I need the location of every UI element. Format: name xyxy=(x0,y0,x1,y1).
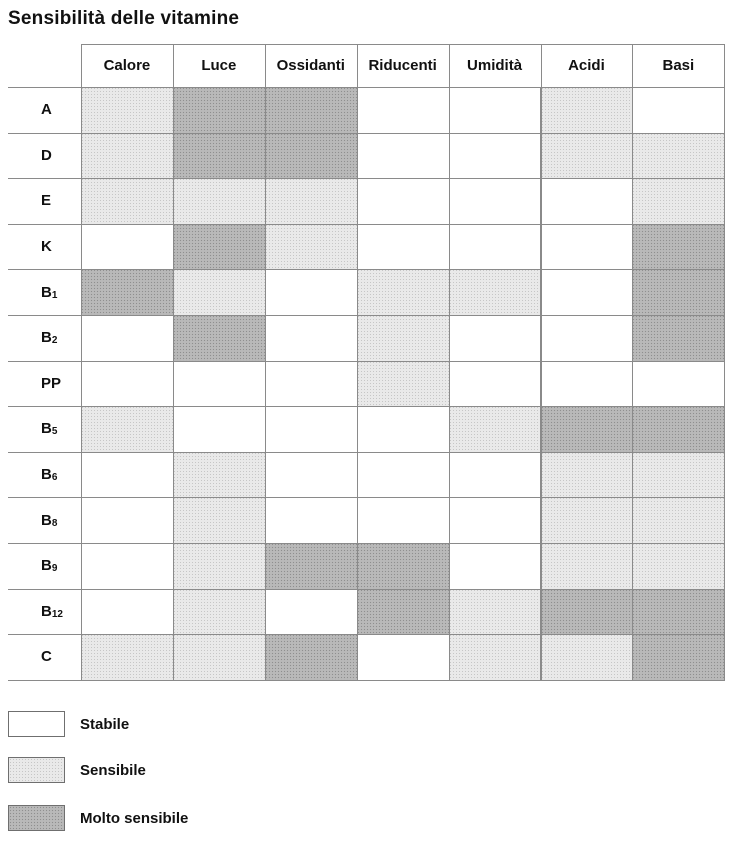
row-header-b9 xyxy=(8,543,81,589)
cell-b1-basi xyxy=(632,269,725,316)
cell-c-calore xyxy=(81,634,174,681)
cell-b1-calore xyxy=(81,269,174,316)
cell-pp-basi xyxy=(632,361,725,408)
cell-e-luce xyxy=(173,178,266,225)
cell-b5-ossidanti xyxy=(265,406,358,453)
cell-b12-umidita xyxy=(449,589,542,636)
row-label-subscript: 9 xyxy=(51,563,58,575)
cell-d-umidita xyxy=(449,133,542,180)
row-label-subscript: 12 xyxy=(51,608,63,620)
cell-b12-ossidanti xyxy=(265,589,358,636)
cell-c-riducenti xyxy=(357,634,450,681)
cell-a-acidi xyxy=(541,87,634,134)
cell-b5-umidita xyxy=(449,406,542,453)
cell-b1-acidi xyxy=(541,269,634,316)
legend-label: Sensibile xyxy=(80,761,146,779)
cell-b2-calore xyxy=(81,315,174,362)
grid-line-horizontal xyxy=(8,178,725,179)
cell-e-calore xyxy=(81,178,174,225)
cell-b5-luce xyxy=(173,406,266,453)
cell-b9-luce xyxy=(173,543,266,590)
cell-b6-acidi xyxy=(541,452,634,499)
grid-line-horizontal xyxy=(8,406,725,407)
grid-line-vertical xyxy=(724,44,725,681)
legend-label: Stabile xyxy=(80,715,130,733)
cell-b9-umidita xyxy=(449,543,542,590)
grid-line-vertical xyxy=(357,44,358,681)
cell-a-calore xyxy=(81,87,174,134)
column-header-ossidanti: Ossidanti xyxy=(276,57,345,74)
cell-pp-umidita xyxy=(449,361,542,408)
grid-line-horizontal xyxy=(8,269,725,270)
cell-pp-calore xyxy=(81,361,174,408)
grid-line-horizontal xyxy=(8,133,725,134)
grid-line-vertical xyxy=(632,44,633,681)
row-header-d xyxy=(8,133,81,179)
cell-c-basi xyxy=(632,634,725,681)
cell-e-umidita xyxy=(449,178,542,225)
cell-b2-riducenti xyxy=(357,315,450,362)
row-label: B xyxy=(41,557,52,575)
grid-line-vertical xyxy=(173,44,174,681)
row-label: B xyxy=(41,283,52,301)
grid-line-horizontal xyxy=(8,680,725,681)
grid-line-horizontal xyxy=(8,87,725,88)
cell-pp-ossidanti xyxy=(265,361,358,408)
cell-b12-riducenti xyxy=(357,589,450,636)
row-label: A xyxy=(41,101,52,119)
cell-b8-riducenti xyxy=(357,497,450,544)
cell-k-luce xyxy=(173,224,266,271)
row-header-b8 xyxy=(8,497,81,543)
cell-pp-acidi xyxy=(541,361,634,408)
cell-pp-riducenti xyxy=(357,361,450,408)
column-header-basi: Basi xyxy=(662,57,695,74)
cell-c-umidita xyxy=(449,634,542,681)
cell-b5-basi xyxy=(632,406,725,453)
cell-a-basi xyxy=(632,87,725,134)
column-header-calore: Calore xyxy=(103,57,151,74)
row-label: E xyxy=(41,192,52,210)
cell-e-ossidanti xyxy=(265,178,358,225)
legend-swatch xyxy=(8,711,65,737)
column-header-luce: Luce xyxy=(201,57,237,74)
chart-title: Sensibilità delle vitamine xyxy=(8,8,240,29)
cell-d-calore xyxy=(81,133,174,180)
cell-b2-basi xyxy=(632,315,725,362)
cell-e-acidi xyxy=(541,178,634,225)
cell-b9-basi xyxy=(632,543,725,590)
cell-b6-basi xyxy=(632,452,725,499)
cell-d-luce xyxy=(173,133,266,180)
legend-item-molto-sensibile xyxy=(8,804,188,832)
cell-b8-calore xyxy=(81,497,174,544)
row-label-subscript: 2 xyxy=(51,335,58,347)
row-header-e xyxy=(8,178,81,224)
grid-line-horizontal xyxy=(8,543,725,544)
cell-b8-acidi xyxy=(541,497,634,544)
cell-b1-ossidanti xyxy=(265,269,358,316)
cell-b1-luce xyxy=(173,269,266,316)
row-label: B xyxy=(41,420,52,438)
row-label-subscript: 5 xyxy=(51,426,58,438)
cell-a-ossidanti xyxy=(265,87,358,134)
cell-k-umidita xyxy=(449,224,542,271)
row-label-subscript: 8 xyxy=(51,517,58,529)
cell-k-acidi xyxy=(541,224,634,271)
cell-e-riducenti xyxy=(357,178,450,225)
row-label: B xyxy=(41,329,52,347)
cell-b6-ossidanti xyxy=(265,452,358,499)
row-header-b2 xyxy=(8,315,81,361)
cell-d-basi xyxy=(632,133,725,180)
cell-b2-acidi xyxy=(541,315,634,362)
row-label: B xyxy=(41,602,52,620)
cell-b8-basi xyxy=(632,497,725,544)
grid-line-horizontal xyxy=(8,361,725,362)
grid-line-horizontal xyxy=(8,315,725,316)
grid-line-horizontal xyxy=(8,589,725,590)
cell-b9-calore xyxy=(81,543,174,590)
grid-line-vertical xyxy=(449,44,450,681)
grid-line-horizontal xyxy=(8,224,725,225)
row-header-pp xyxy=(8,361,81,407)
row-label: D xyxy=(41,146,52,164)
cell-b2-umidita xyxy=(449,315,542,362)
row-label: B xyxy=(41,466,52,484)
cell-e-basi xyxy=(632,178,725,225)
legend-label: Molto sensibile xyxy=(80,809,189,827)
cell-pp-luce xyxy=(173,361,266,408)
legend-swatch xyxy=(8,757,65,783)
cell-k-calore xyxy=(81,224,174,271)
cell-b1-riducenti xyxy=(357,269,450,316)
cell-b2-ossidanti xyxy=(265,315,358,362)
cell-d-ossidanti xyxy=(265,133,358,180)
legend-item-sensibile xyxy=(8,756,146,784)
row-header-b1 xyxy=(8,269,81,315)
grid-line-horizontal xyxy=(81,44,725,45)
cell-b8-luce xyxy=(173,497,266,544)
row-header-a xyxy=(8,87,81,133)
cell-b6-riducenti xyxy=(357,452,450,499)
row-label: PP xyxy=(41,374,62,392)
row-label: B xyxy=(41,511,52,529)
cell-b9-riducenti xyxy=(357,543,450,590)
column-header-umidita: Umidità xyxy=(467,57,523,74)
row-label: C xyxy=(41,648,52,666)
cell-a-umidita xyxy=(449,87,542,134)
cell-k-ossidanti xyxy=(265,224,358,271)
cell-b8-umidita xyxy=(449,497,542,544)
cell-b1-umidita xyxy=(449,269,542,316)
cell-b9-ossidanti xyxy=(265,543,358,590)
cell-c-luce xyxy=(173,634,266,681)
row-label-subscript: 1 xyxy=(51,289,58,301)
cell-a-riducenti xyxy=(357,87,450,134)
grid-line-vertical xyxy=(541,44,542,681)
row-header-b6 xyxy=(8,452,81,498)
cell-d-riducenti xyxy=(357,133,450,180)
row-label: K xyxy=(41,238,52,256)
cell-d-acidi xyxy=(541,133,634,180)
cell-b6-calore xyxy=(81,452,174,499)
cell-b8-ossidanti xyxy=(265,497,358,544)
row-header-b12 xyxy=(8,589,81,635)
row-header-b5 xyxy=(8,406,81,452)
grid-line-horizontal xyxy=(8,497,725,498)
cell-b6-luce xyxy=(173,452,266,499)
cell-c-ossidanti xyxy=(265,634,358,681)
grid-line-horizontal xyxy=(8,634,725,635)
grid-line-horizontal xyxy=(8,452,725,453)
cell-b2-luce xyxy=(173,315,266,362)
cell-b12-calore xyxy=(81,589,174,636)
row-label-subscript: 6 xyxy=(51,472,58,484)
cell-b5-riducenti xyxy=(357,406,450,453)
row-header-k xyxy=(8,224,81,270)
cell-b5-calore xyxy=(81,406,174,453)
cell-b5-acidi xyxy=(541,406,634,453)
cell-b12-luce xyxy=(173,589,266,636)
legend-swatch xyxy=(8,805,65,831)
row-header-c xyxy=(8,634,81,680)
cell-c-acidi xyxy=(541,634,634,681)
cell-b12-acidi xyxy=(541,589,634,636)
cell-k-riducenti xyxy=(357,224,450,271)
cell-b12-basi xyxy=(632,589,725,636)
grid-line-vertical xyxy=(265,44,266,681)
legend-item-stabile xyxy=(8,710,129,738)
cell-k-basi xyxy=(632,224,725,271)
cell-b9-acidi xyxy=(541,543,634,590)
grid-line-vertical xyxy=(81,44,82,681)
cell-b6-umidita xyxy=(449,452,542,499)
column-header-riducenti: Riducenti xyxy=(368,57,437,74)
cell-a-luce xyxy=(173,87,266,134)
column-header-acidi: Acidi xyxy=(568,57,605,74)
